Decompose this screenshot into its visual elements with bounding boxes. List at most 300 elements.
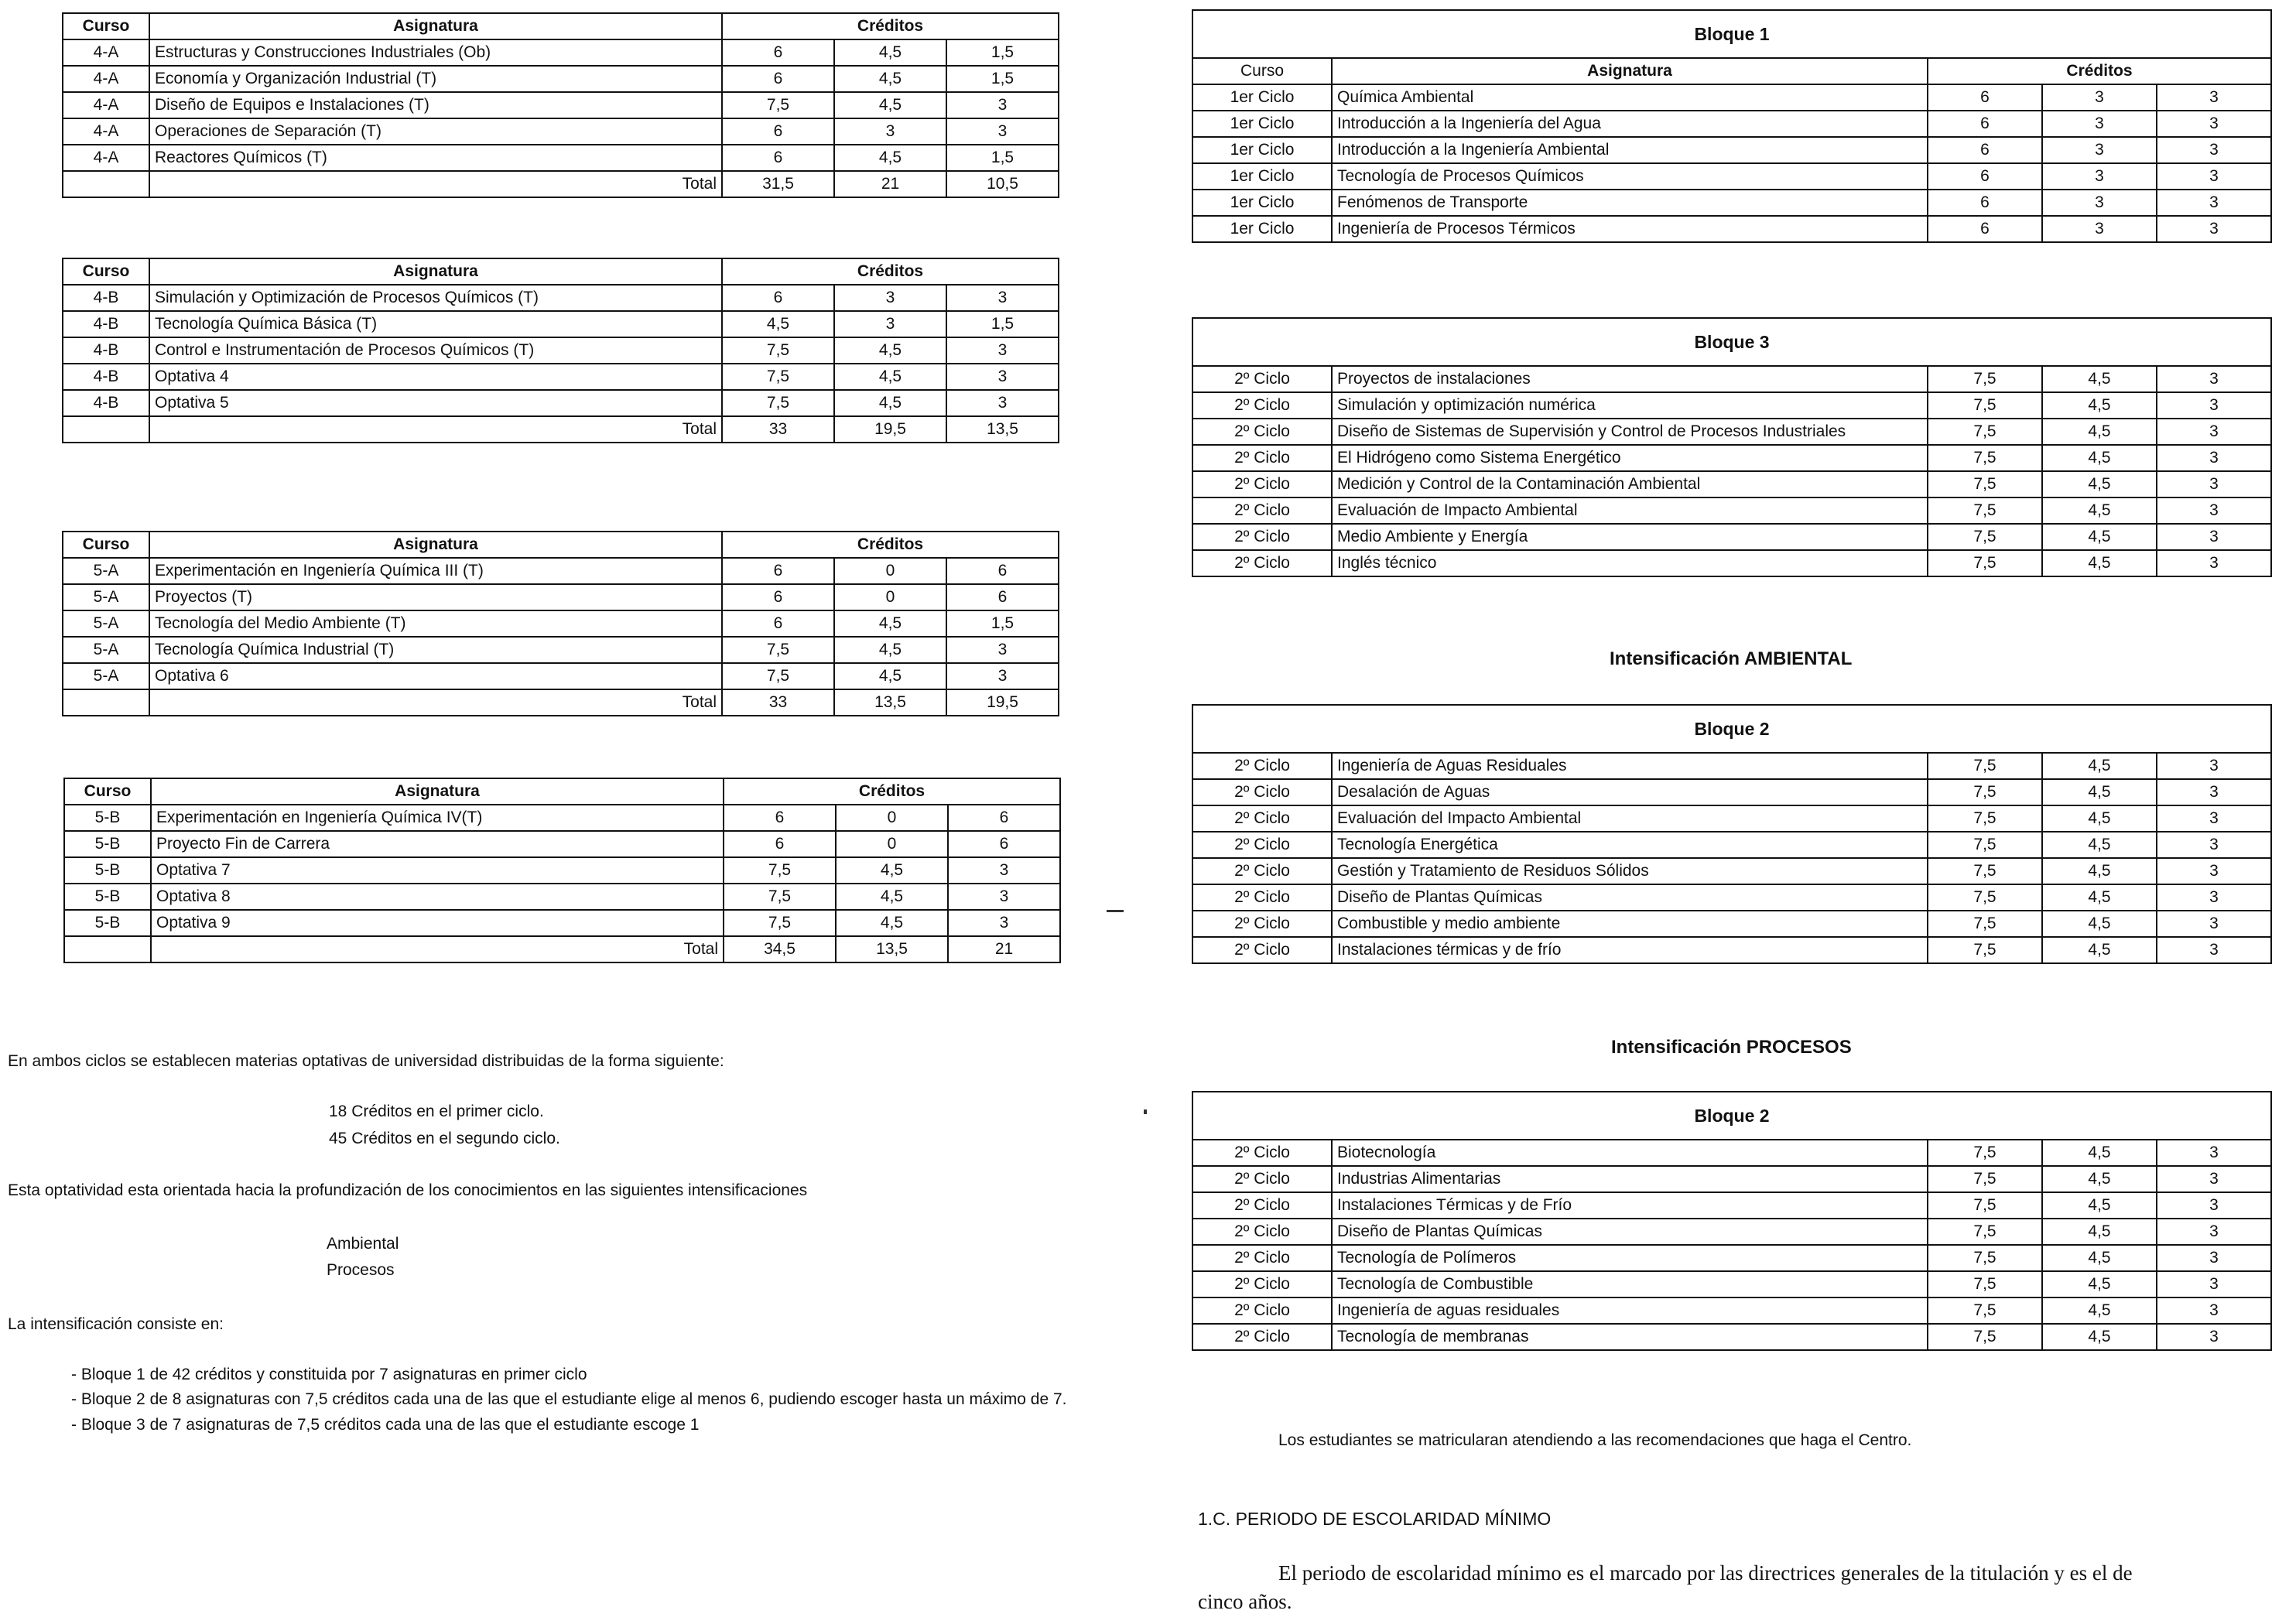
creditos-practicos-cell: 3 bbox=[2157, 937, 2271, 963]
asignatura-cell: Diseño de Plantas Químicas bbox=[1332, 884, 1928, 911]
curso-cell: 4-B bbox=[63, 390, 149, 416]
asignatura-cell: Experimentación en Ingeniería Química IV(T) bbox=[151, 805, 724, 831]
creditos-teoricos-cell: 4,5 bbox=[836, 910, 948, 936]
header-asignatura: Asignatura bbox=[151, 778, 724, 805]
creditos-total-cell: 7,5 bbox=[724, 857, 836, 884]
table-row bbox=[1192, 1166, 2271, 1192]
header-curso: Curso bbox=[63, 258, 149, 285]
header-creditos: Créditos bbox=[724, 778, 1060, 805]
table-row bbox=[1192, 1324, 2271, 1350]
table-row bbox=[1192, 1297, 2271, 1324]
creditos-teoricos-cell: 4,5 bbox=[2042, 550, 2157, 576]
scan-mark bbox=[1144, 1109, 1147, 1114]
creditos-teoricos-cell: 0 bbox=[836, 831, 948, 857]
asignatura-cell: Fenómenos de Transporte bbox=[1332, 190, 1928, 216]
table-row bbox=[1192, 1192, 2271, 1219]
creditos-teoricos-cell: 4,5 bbox=[836, 857, 948, 884]
curso-cell: 1er Ciclo bbox=[1192, 111, 1332, 137]
total-teoricos: 21 bbox=[834, 171, 946, 197]
creditos-practicos-cell: 3 bbox=[948, 857, 1060, 884]
header-creditos: Créditos bbox=[722, 258, 1059, 285]
table-row bbox=[63, 285, 1059, 311]
curso-cell: 1er Ciclo bbox=[1192, 190, 1332, 216]
table-row bbox=[64, 910, 1060, 936]
bloque-1-table bbox=[1192, 9, 2272, 243]
creditos-total-cell: 7,5 bbox=[1928, 1166, 2042, 1192]
final-paragraph-line1: El periodo de escolaridad mínimo es el marcado por las directrices generales de la titulación y es el de bbox=[1278, 1561, 2133, 1585]
asignatura-cell: Tecnología Energética bbox=[1332, 832, 1928, 858]
creditos-total-cell: 7,5 bbox=[1928, 1297, 2042, 1324]
scan-mark bbox=[1107, 910, 1124, 912]
asignatura-cell: Optativa 7 bbox=[151, 857, 724, 884]
creditos-teoricos-cell: 4,5 bbox=[2042, 884, 2157, 911]
creditos-total-cell: 4,5 bbox=[722, 311, 834, 337]
creditos-teoricos-cell: 4,5 bbox=[836, 884, 948, 910]
table-row bbox=[1192, 884, 2271, 911]
empty-cell bbox=[63, 689, 149, 716]
table-row bbox=[63, 311, 1059, 337]
table-row bbox=[1192, 419, 2271, 445]
creditos-total-cell: 7,5 bbox=[1928, 753, 2042, 779]
asignatura-cell: Optativa 9 bbox=[151, 910, 724, 936]
header-curso: Curso bbox=[1192, 58, 1332, 84]
final-paragraph-line2: cinco años. bbox=[1198, 1590, 1292, 1613]
paragraph-optativas: En ambos ciclos se establecen materias optativas de universidad distribuidas de la forma siguiente: bbox=[8, 1052, 724, 1070]
table-row bbox=[63, 92, 1059, 118]
creditos-teoricos-cell: 4,5 bbox=[2042, 753, 2157, 779]
table-row bbox=[63, 637, 1059, 663]
table-row bbox=[1192, 392, 2271, 419]
table-row bbox=[63, 558, 1059, 584]
table-row bbox=[1192, 84, 2271, 111]
curso-cell: 2º Ciclo bbox=[1192, 937, 1332, 963]
table-row bbox=[1192, 366, 2271, 392]
curso-cell: 2º Ciclo bbox=[1192, 1245, 1332, 1271]
header-curso: Curso bbox=[63, 532, 149, 558]
creditos-practicos-cell: 3 bbox=[2157, 1245, 2271, 1271]
asignatura-cell: Combustible y medio ambiente bbox=[1332, 911, 1928, 937]
creditos-total-cell: 6 bbox=[722, 558, 834, 584]
creditos-total-cell: 7,5 bbox=[1928, 937, 2042, 963]
course-table-5-a bbox=[62, 531, 1059, 716]
asignatura-cell: Introducción a la Ingeniería Ambiental bbox=[1332, 137, 1928, 163]
creditos-total-cell: 7,5 bbox=[1928, 471, 2042, 497]
table-row bbox=[1192, 445, 2271, 471]
creditos-practicos-cell: 3 bbox=[2157, 111, 2271, 137]
creditos-total-cell: 7,5 bbox=[722, 663, 834, 689]
table-header-row bbox=[63, 532, 1059, 558]
creditos-teoricos-cell: 4,5 bbox=[834, 610, 946, 637]
total-practicos: 21 bbox=[948, 936, 1060, 962]
bullet-bloque-1: - Bloque 1 de 42 créditos y constituida por 7 asignaturas en primer ciclo bbox=[71, 1366, 587, 1383]
course-table-5-b bbox=[63, 778, 1061, 963]
creditos-total-cell: 7,5 bbox=[1928, 1140, 2042, 1166]
creditos-total-cell: 7,5 bbox=[724, 884, 836, 910]
creditos-practicos-cell: 3 bbox=[946, 364, 1059, 390]
table-header-row bbox=[64, 778, 1060, 805]
asignatura-cell: Instalaciones térmicas y de frío bbox=[1332, 937, 1928, 963]
creditos-practicos-cell: 3 bbox=[2157, 1140, 2271, 1166]
table-row bbox=[1192, 858, 2271, 884]
table-row bbox=[1192, 805, 2271, 832]
creditos-practicos-cell: 3 bbox=[2157, 419, 2271, 445]
total-teoricos: 13,5 bbox=[836, 936, 948, 962]
header-asignatura: Asignatura bbox=[149, 532, 722, 558]
curso-cell: 1er Ciclo bbox=[1192, 137, 1332, 163]
curso-cell: 2º Ciclo bbox=[1192, 1140, 1332, 1166]
creditos-practicos-cell: 3 bbox=[948, 884, 1060, 910]
total-label: Total bbox=[149, 171, 722, 197]
creditos-teoricos-cell: 4,5 bbox=[834, 66, 946, 92]
header-asignatura: Asignatura bbox=[149, 13, 722, 39]
table-row bbox=[1192, 832, 2271, 858]
asignatura-cell: Proyectos (T) bbox=[149, 584, 722, 610]
table-row bbox=[1192, 216, 2271, 242]
creditos-total-cell: 6 bbox=[724, 831, 836, 857]
creditos-total-cell: 7,5 bbox=[1928, 805, 2042, 832]
asignatura-cell: Estructuras y Construcciones Industriales (Ob) bbox=[149, 39, 722, 66]
curso-cell: 5-B bbox=[64, 857, 151, 884]
creditos-practicos-cell: 3 bbox=[2157, 858, 2271, 884]
asignatura-cell: Evaluación del Impacto Ambiental bbox=[1332, 805, 1928, 832]
curso-cell: 5-B bbox=[64, 805, 151, 831]
asignatura-cell: Tecnología de Procesos Químicos bbox=[1332, 163, 1928, 190]
curso-cell: 2º Ciclo bbox=[1192, 471, 1332, 497]
asignatura-cell: Simulación y optimización numérica bbox=[1332, 392, 1928, 419]
curso-cell: 1er Ciclo bbox=[1192, 84, 1332, 111]
creditos-practicos-cell: 3 bbox=[2157, 805, 2271, 832]
table-row bbox=[1192, 111, 2271, 137]
creditos-primer-ciclo: 18 Créditos en el primer ciclo. bbox=[329, 1103, 544, 1120]
table-row bbox=[64, 857, 1060, 884]
table-row bbox=[1192, 137, 2271, 163]
creditos-total-cell: 7,5 bbox=[1928, 1271, 2042, 1297]
block-title-row bbox=[1192, 318, 2271, 366]
bloque-3-table bbox=[1192, 317, 2272, 577]
asignatura-cell: Diseño de Sistemas de Supervisión y Control de Procesos Industriales bbox=[1332, 419, 1928, 445]
table-row bbox=[1192, 1219, 2271, 1245]
creditos-teoricos-cell: 4,5 bbox=[2042, 805, 2157, 832]
creditos-total-cell: 6 bbox=[722, 584, 834, 610]
block-title: Bloque 2 bbox=[1192, 705, 2271, 753]
table-row bbox=[63, 145, 1059, 171]
table-row bbox=[1192, 163, 2271, 190]
creditos-total-cell: 6 bbox=[1928, 111, 2042, 137]
creditos-teoricos-cell: 4,5 bbox=[2042, 858, 2157, 884]
table-row bbox=[63, 39, 1059, 66]
creditos-practicos-cell: 3 bbox=[946, 337, 1059, 364]
curso-cell: 4-A bbox=[63, 145, 149, 171]
creditos-practicos-cell: 1,5 bbox=[946, 66, 1059, 92]
asignatura-cell: Introducción a la Ingeniería del Agua bbox=[1332, 111, 1928, 137]
table-row bbox=[1192, 1140, 2271, 1166]
curso-cell: 2º Ciclo bbox=[1192, 911, 1332, 937]
creditos-teoricos-cell: 4,5 bbox=[834, 145, 946, 171]
creditos-teoricos-cell: 4,5 bbox=[2042, 1297, 2157, 1324]
total-label: Total bbox=[149, 416, 722, 443]
creditos-teoricos-cell: 4,5 bbox=[2042, 1192, 2157, 1219]
asignatura-cell: Evaluación de Impacto Ambiental bbox=[1332, 497, 1928, 524]
curso-cell: 2º Ciclo bbox=[1192, 366, 1332, 392]
creditos-total-cell: 7,5 bbox=[1928, 911, 2042, 937]
block-title-row bbox=[1192, 1092, 2271, 1140]
creditos-teoricos-cell: 3 bbox=[834, 285, 946, 311]
paragraph-consiste: La intensificación consiste en: bbox=[8, 1315, 224, 1333]
creditos-teoricos-cell: 4,5 bbox=[834, 663, 946, 689]
creditos-practicos-cell: 3 bbox=[946, 663, 1059, 689]
creditos-total-cell: 7,5 bbox=[724, 910, 836, 936]
creditos-teoricos-cell: 4,5 bbox=[2042, 366, 2157, 392]
creditos-total-cell: 7,5 bbox=[1928, 497, 2042, 524]
table-row bbox=[63, 390, 1059, 416]
asignatura-cell: Experimentación en Ingeniería Química III (T) bbox=[149, 558, 722, 584]
creditos-teoricos-cell: 0 bbox=[834, 584, 946, 610]
block-title-row bbox=[1192, 705, 2271, 753]
asignatura-cell: Medio Ambiente y Energía bbox=[1332, 524, 1928, 550]
creditos-total-cell: 6 bbox=[722, 118, 834, 145]
bullet-bloque-3: - Bloque 3 de 7 asignaturas de 7,5 créditos cada una de las que el estudiante escoge 1 bbox=[71, 1416, 700, 1434]
table-row bbox=[1192, 1245, 2271, 1271]
table-row bbox=[63, 66, 1059, 92]
creditos-practicos-cell: 3 bbox=[946, 92, 1059, 118]
total-teoricos: 19,5 bbox=[834, 416, 946, 443]
curso-cell: 2º Ciclo bbox=[1192, 1297, 1332, 1324]
asignatura-cell: Tecnología de Polímeros bbox=[1332, 1245, 1928, 1271]
creditos-total-cell: 7,5 bbox=[722, 364, 834, 390]
asignatura-cell: Tecnología del Medio Ambiente (T) bbox=[149, 610, 722, 637]
asignatura-cell: Inglés técnico bbox=[1332, 550, 1928, 576]
creditos-practicos-cell: 1,5 bbox=[946, 145, 1059, 171]
empty-cell bbox=[63, 171, 149, 197]
table-row bbox=[63, 610, 1059, 637]
creditos-teoricos-cell: 4,5 bbox=[2042, 1140, 2157, 1166]
creditos-total-cell: 7,5 bbox=[1928, 445, 2042, 471]
asignatura-cell: Tecnología de Combustible bbox=[1332, 1271, 1928, 1297]
creditos-teoricos-cell: 4,5 bbox=[2042, 445, 2157, 471]
asignatura-cell: Diseño de Plantas Químicas bbox=[1332, 1219, 1928, 1245]
creditos-practicos-cell: 3 bbox=[2157, 1166, 2271, 1192]
creditos-teoricos-cell: 4,5 bbox=[834, 337, 946, 364]
block-title: Bloque 1 bbox=[1192, 10, 2271, 58]
asignatura-cell: Instalaciones Térmicas y de Frío bbox=[1332, 1192, 1928, 1219]
curso-cell: 5-A bbox=[63, 610, 149, 637]
creditos-teoricos-cell: 4,5 bbox=[834, 390, 946, 416]
table-row bbox=[63, 337, 1059, 364]
asignatura-cell: Reactores Químicos (T) bbox=[149, 145, 722, 171]
creditos-total-cell: 7,5 bbox=[1928, 884, 2042, 911]
asignatura-cell: Optativa 4 bbox=[149, 364, 722, 390]
curso-cell: 5-A bbox=[63, 663, 149, 689]
creditos-teoricos-cell: 4,5 bbox=[2042, 937, 2157, 963]
table-row bbox=[63, 584, 1059, 610]
block-title: Bloque 3 bbox=[1192, 318, 2271, 366]
intensificacion-ambiental-heading: Intensificación AMBIENTAL bbox=[1610, 648, 1853, 669]
section-heading-escolaridad: 1.C. PERIODO DE ESCOLARIDAD MÍNIMO bbox=[1198, 1509, 1552, 1529]
creditos-teoricos-cell: 4,5 bbox=[834, 637, 946, 663]
creditos-teoricos-cell: 4,5 bbox=[2042, 392, 2157, 419]
intensificacion-procesos-heading: Intensificación PROCESOS bbox=[1611, 1037, 1852, 1058]
block-title: Bloque 2 bbox=[1192, 1092, 2271, 1140]
creditos-practicos-cell: 3 bbox=[2157, 190, 2271, 216]
note-matricula: Los estudiantes se matricularan atendiendo a las recomendaciones que haga el Centro. bbox=[1278, 1431, 1912, 1449]
asignatura-cell: Industrias Alimentarias bbox=[1332, 1166, 1928, 1192]
total-label: Total bbox=[149, 689, 722, 716]
creditos-practicos-cell: 3 bbox=[948, 910, 1060, 936]
total-row bbox=[63, 416, 1059, 443]
creditos-total-cell: 6 bbox=[1928, 216, 2042, 242]
creditos-total-cell: 7,5 bbox=[1928, 858, 2042, 884]
intensificacion-item-procesos: Procesos bbox=[327, 1261, 395, 1279]
creditos-practicos-cell: 6 bbox=[946, 558, 1059, 584]
curso-cell: 4-A bbox=[63, 118, 149, 145]
creditos-practicos-cell: 3 bbox=[2157, 84, 2271, 111]
creditos-total-cell: 7,5 bbox=[1928, 1324, 2042, 1350]
table-row bbox=[64, 831, 1060, 857]
creditos-teoricos-cell: 0 bbox=[834, 558, 946, 584]
creditos-total-cell: 7,5 bbox=[1928, 832, 2042, 858]
table-row bbox=[1192, 471, 2271, 497]
curso-cell: 5-A bbox=[63, 558, 149, 584]
creditos-total-cell: 7,5 bbox=[1928, 1245, 2042, 1271]
curso-cell: 2º Ciclo bbox=[1192, 1192, 1332, 1219]
bullet-bloque-2: - Bloque 2 de 8 asignaturas con 7,5 créditos cada una de las que el estudiante elige al menos 6, pudiendo escoger hasta un máximo de 7. bbox=[71, 1390, 1067, 1408]
creditos-teoricos-cell: 4,5 bbox=[2042, 1324, 2157, 1350]
table-row bbox=[64, 884, 1060, 910]
header-curso: Curso bbox=[63, 13, 149, 39]
curso-cell: 2º Ciclo bbox=[1192, 550, 1332, 576]
creditos-teoricos-cell: 4,5 bbox=[2042, 1219, 2157, 1245]
asignatura-cell: Proyecto Fin de Carrera bbox=[151, 831, 724, 857]
curso-cell: 5-B bbox=[64, 910, 151, 936]
total-row bbox=[63, 171, 1059, 197]
creditos-teoricos-cell: 4,5 bbox=[834, 39, 946, 66]
total-teoricos: 13,5 bbox=[834, 689, 946, 716]
creditos-practicos-cell: 1,5 bbox=[946, 311, 1059, 337]
creditos-total-cell: 7,5 bbox=[722, 390, 834, 416]
curso-cell: 2º Ciclo bbox=[1192, 445, 1332, 471]
creditos-segundo-ciclo: 45 Créditos en el segundo ciclo. bbox=[329, 1130, 560, 1147]
creditos-total-cell: 7,5 bbox=[722, 92, 834, 118]
asignatura-cell: Desalación de Aguas bbox=[1332, 779, 1928, 805]
curso-cell: 1er Ciclo bbox=[1192, 216, 1332, 242]
creditos-total-cell: 7,5 bbox=[1928, 419, 2042, 445]
table-header-row bbox=[63, 258, 1059, 285]
creditos-total-cell: 6 bbox=[1928, 190, 2042, 216]
creditos-practicos-cell: 3 bbox=[2157, 911, 2271, 937]
total-practicos: 19,5 bbox=[946, 689, 1059, 716]
asignatura-cell: Tecnología Química Básica (T) bbox=[149, 311, 722, 337]
creditos-practicos-cell: 3 bbox=[2157, 1271, 2271, 1297]
asignatura-cell: Tecnología Química Industrial (T) bbox=[149, 637, 722, 663]
intensificacion-item-ambiental: Ambiental bbox=[327, 1235, 399, 1253]
creditos-practicos-cell: 1,5 bbox=[946, 39, 1059, 66]
creditos-total-cell: 6 bbox=[724, 805, 836, 831]
creditos-teoricos-cell: 4,5 bbox=[2042, 524, 2157, 550]
creditos-practicos-cell: 3 bbox=[2157, 497, 2271, 524]
creditos-teoricos-cell: 4,5 bbox=[2042, 497, 2157, 524]
header-asignatura: Asignatura bbox=[149, 258, 722, 285]
curso-cell: 5-B bbox=[64, 884, 151, 910]
creditos-practicos-cell: 3 bbox=[2157, 471, 2271, 497]
total-practicos: 10,5 bbox=[946, 171, 1059, 197]
curso-cell: 2º Ciclo bbox=[1192, 524, 1332, 550]
creditos-total-cell: 6 bbox=[1928, 163, 2042, 190]
table-row bbox=[1192, 497, 2271, 524]
course-table-4-b bbox=[62, 258, 1059, 443]
creditos-practicos-cell: 1,5 bbox=[946, 610, 1059, 637]
header-curso: Curso bbox=[64, 778, 151, 805]
creditos-practicos-cell: 3 bbox=[2157, 163, 2271, 190]
curso-cell: 2º Ciclo bbox=[1192, 858, 1332, 884]
creditos-practicos-cell: 3 bbox=[2157, 524, 2271, 550]
total-label: Total bbox=[151, 936, 724, 962]
creditos-teoricos-cell: 3 bbox=[2042, 190, 2157, 216]
curso-cell: 2º Ciclo bbox=[1192, 805, 1332, 832]
curso-cell: 4-B bbox=[63, 311, 149, 337]
table-row bbox=[1192, 911, 2271, 937]
curso-cell: 4-B bbox=[63, 337, 149, 364]
creditos-total-cell: 6 bbox=[1928, 84, 2042, 111]
total-practicos: 13,5 bbox=[946, 416, 1059, 443]
creditos-teoricos-cell: 4,5 bbox=[2042, 1271, 2157, 1297]
asignatura-cell: Optativa 5 bbox=[149, 390, 722, 416]
creditos-total-cell: 7,5 bbox=[1928, 1219, 2042, 1245]
asignatura-cell: Ingeniería de aguas residuales bbox=[1332, 1297, 1928, 1324]
empty-cell bbox=[63, 416, 149, 443]
creditos-practicos-cell: 3 bbox=[946, 285, 1059, 311]
creditos-practicos-cell: 3 bbox=[2157, 1324, 2271, 1350]
creditos-teoricos-cell: 3 bbox=[2042, 111, 2157, 137]
curso-cell: 4-B bbox=[63, 285, 149, 311]
creditos-practicos-cell: 3 bbox=[2157, 1192, 2271, 1219]
creditos-teoricos-cell: 3 bbox=[2042, 163, 2157, 190]
creditos-total-cell: 6 bbox=[722, 39, 834, 66]
table-row bbox=[1192, 190, 2271, 216]
creditos-practicos-cell: 6 bbox=[946, 584, 1059, 610]
block-title-row bbox=[1192, 10, 2271, 58]
creditos-total-cell: 7,5 bbox=[1928, 392, 2042, 419]
creditos-practicos-cell: 3 bbox=[2157, 445, 2271, 471]
curso-cell: 2º Ciclo bbox=[1192, 832, 1332, 858]
creditos-teoricos-cell: 4,5 bbox=[2042, 419, 2157, 445]
course-table-4-a bbox=[62, 12, 1059, 198]
ambiental-bloque-2-table bbox=[1192, 704, 2272, 964]
creditos-practicos-cell: 6 bbox=[948, 831, 1060, 857]
creditos-total-cell: 7,5 bbox=[722, 637, 834, 663]
table-row bbox=[63, 118, 1059, 145]
curso-cell: 1er Ciclo bbox=[1192, 163, 1332, 190]
table-row bbox=[1192, 779, 2271, 805]
table-row bbox=[1192, 550, 2271, 576]
total-row bbox=[64, 936, 1060, 962]
curso-cell: 2º Ciclo bbox=[1192, 753, 1332, 779]
creditos-practicos-cell: 3 bbox=[946, 637, 1059, 663]
asignatura-cell: Control e Instrumentación de Procesos Químicos (T) bbox=[149, 337, 722, 364]
header-creditos: Créditos bbox=[722, 13, 1059, 39]
curso-cell: 2º Ciclo bbox=[1192, 779, 1332, 805]
curso-cell: 2º Ciclo bbox=[1192, 1219, 1332, 1245]
curso-cell: 2º Ciclo bbox=[1192, 419, 1332, 445]
asignatura-cell: Química Ambiental bbox=[1332, 84, 1928, 111]
empty-cell bbox=[64, 936, 151, 962]
creditos-practicos-cell: 3 bbox=[2157, 1219, 2271, 1245]
creditos-practicos-cell: 3 bbox=[2157, 550, 2271, 576]
creditos-total-cell: 6 bbox=[722, 66, 834, 92]
header-creditos: Créditos bbox=[1928, 58, 2271, 84]
creditos-total-cell: 7,5 bbox=[722, 337, 834, 364]
curso-cell: 2º Ciclo bbox=[1192, 1166, 1332, 1192]
creditos-teoricos-cell: 4,5 bbox=[2042, 471, 2157, 497]
